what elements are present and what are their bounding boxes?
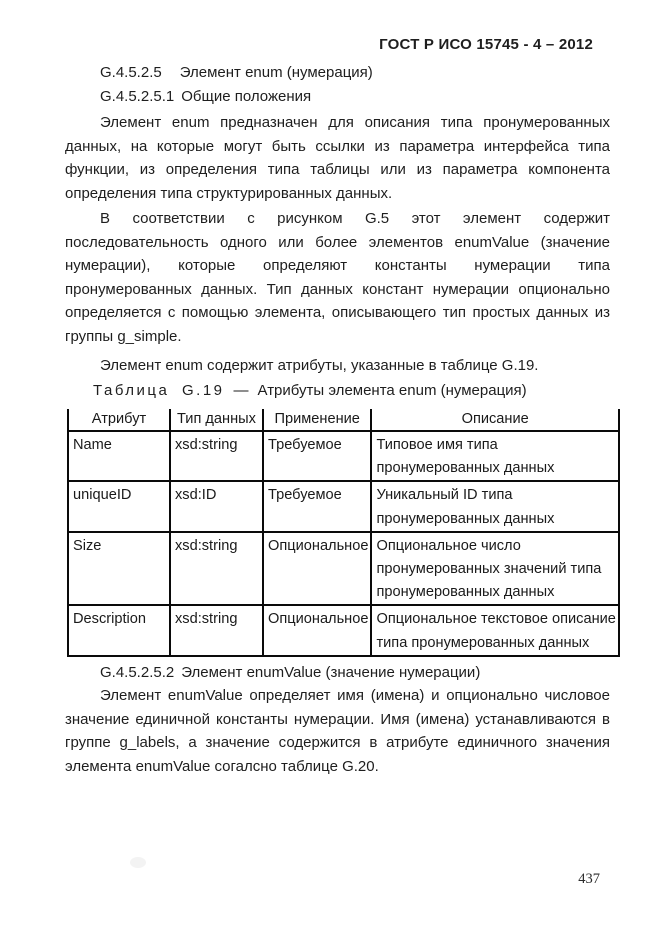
type-cell: xsd:string: [170, 532, 263, 606]
type-cell: xsd:string: [170, 605, 263, 655]
text-line: определяется с помощью элемента, описывающего тип простых данных из: [65, 304, 610, 321]
table-caption: [65, 379, 638, 403]
desc-cell: [371, 605, 618, 655]
desc-line: Опциональное текстовое описание: [376, 611, 616, 628]
desc-line: Уникальный ID типа: [376, 487, 513, 504]
desc-cell: [371, 481, 618, 531]
paragraph-table-reference: [65, 354, 610, 378]
table-header-cell-usage: Применение: [263, 409, 371, 431]
heading-number: G.4.5.2.5.2: [100, 664, 175, 681]
heading-title: Общие положения: [181, 88, 312, 105]
type-cell: xsd:ID: [170, 481, 263, 531]
desc-line: пронумерованных значений типа: [376, 561, 602, 578]
text-line: функции, из определения типа таблицы или из параметра компонента: [65, 161, 610, 178]
text-line: Элемент enum содержит атрибуты, указанные в таблице G.19.: [100, 357, 539, 374]
desc-cell: [371, 431, 618, 481]
text-line: последовательность одного или более элементов enumValue (значение: [65, 233, 610, 251]
table-row: [68, 605, 619, 655]
heading-title: Элемент enumValue (значение нумерации): [181, 664, 481, 681]
text-line: данных, на которые могут быть ссылки из параметра интерфейса типа: [65, 137, 610, 155]
table-header-cell-description: Описание: [371, 409, 618, 431]
text-line: Элемент enumValue определяет имя (имена) и опционально числовое: [100, 687, 610, 704]
table-header-cell-attribute: Атрибут: [68, 409, 170, 431]
text-line: группе g_labels, а значение содержится в атрибуте единичного значения: [65, 734, 610, 751]
table-caption-title: Атрибуты элемента enum (нумерация): [257, 382, 527, 399]
desc-line: пронумерованных данных: [376, 460, 555, 477]
running-header: ГОСТ Р ИСО 15745 - 4 – 2012: [379, 36, 593, 53]
table-caption-dash: —: [233, 382, 249, 399]
attr-cell: Description: [68, 605, 170, 655]
usage-cell: Опциональное: [263, 532, 371, 606]
page-number: 437: [578, 871, 600, 887]
text-line: определения типа структурированных данных.: [65, 184, 393, 202]
desc-line: Типовое имя типа: [376, 437, 498, 453]
desc-line: пронумерованных данных: [376, 584, 555, 601]
table-header-row: [68, 409, 619, 431]
attr-cell: uniqueID: [68, 481, 170, 531]
attr-cell: Name: [68, 431, 170, 481]
usage-cell: Требуемое: [263, 431, 371, 481]
table-row: [68, 532, 619, 606]
attributes-table: [67, 409, 620, 657]
desc-line: Опциональное число: [376, 537, 521, 554]
heading-g45252: [65, 661, 645, 685]
heading-number: G.4.5.2.5: [100, 64, 162, 81]
text-line: элемента enumValue согалсно таблице G.20.: [65, 757, 379, 775]
heading-g45251: [65, 85, 645, 109]
paragraph-enumvalue: [65, 684, 610, 778]
text-line: группы g_simple.: [65, 327, 182, 345]
type-cell: xsd:string: [170, 431, 263, 481]
desc-line: типа пронумерованных данных: [376, 634, 590, 651]
scan-artifact: [130, 857, 146, 868]
heading-title: Элемент enum (нумерация): [179, 64, 373, 81]
heading-number: G.4.5.2.5.1: [100, 88, 175, 105]
attr-cell: Size: [68, 532, 170, 606]
usage-cell: Требуемое: [263, 481, 371, 531]
text-line: Элемент enum предназначен для описания типа пронумерованных: [100, 114, 610, 131]
usage-cell: Опциональное: [263, 605, 371, 655]
table-row: [68, 431, 619, 481]
text-line: нумерации), которые определяют константы нумерации типа: [65, 257, 610, 274]
desc-cell: [371, 532, 618, 606]
table-header-cell-datatype: Тип данных: [170, 409, 263, 431]
table-caption-label: Таблица G.19: [93, 382, 225, 399]
heading-g4525: [65, 61, 645, 85]
text-line: пронумерованных данных. Тип данных констант нумерации опционально: [65, 280, 610, 298]
table-row: [68, 481, 619, 531]
text-line: В соответствии с рисунком G.5 этот элемент содержит: [100, 210, 610, 227]
desc-line: пронумерованных данных: [376, 510, 555, 527]
paragraph-enum-purpose: [65, 111, 610, 205]
paragraph-enum-structure: [65, 207, 610, 348]
text-line: значение единичной константы нумерации. Имя (имена) устанавливаются в: [65, 710, 610, 728]
